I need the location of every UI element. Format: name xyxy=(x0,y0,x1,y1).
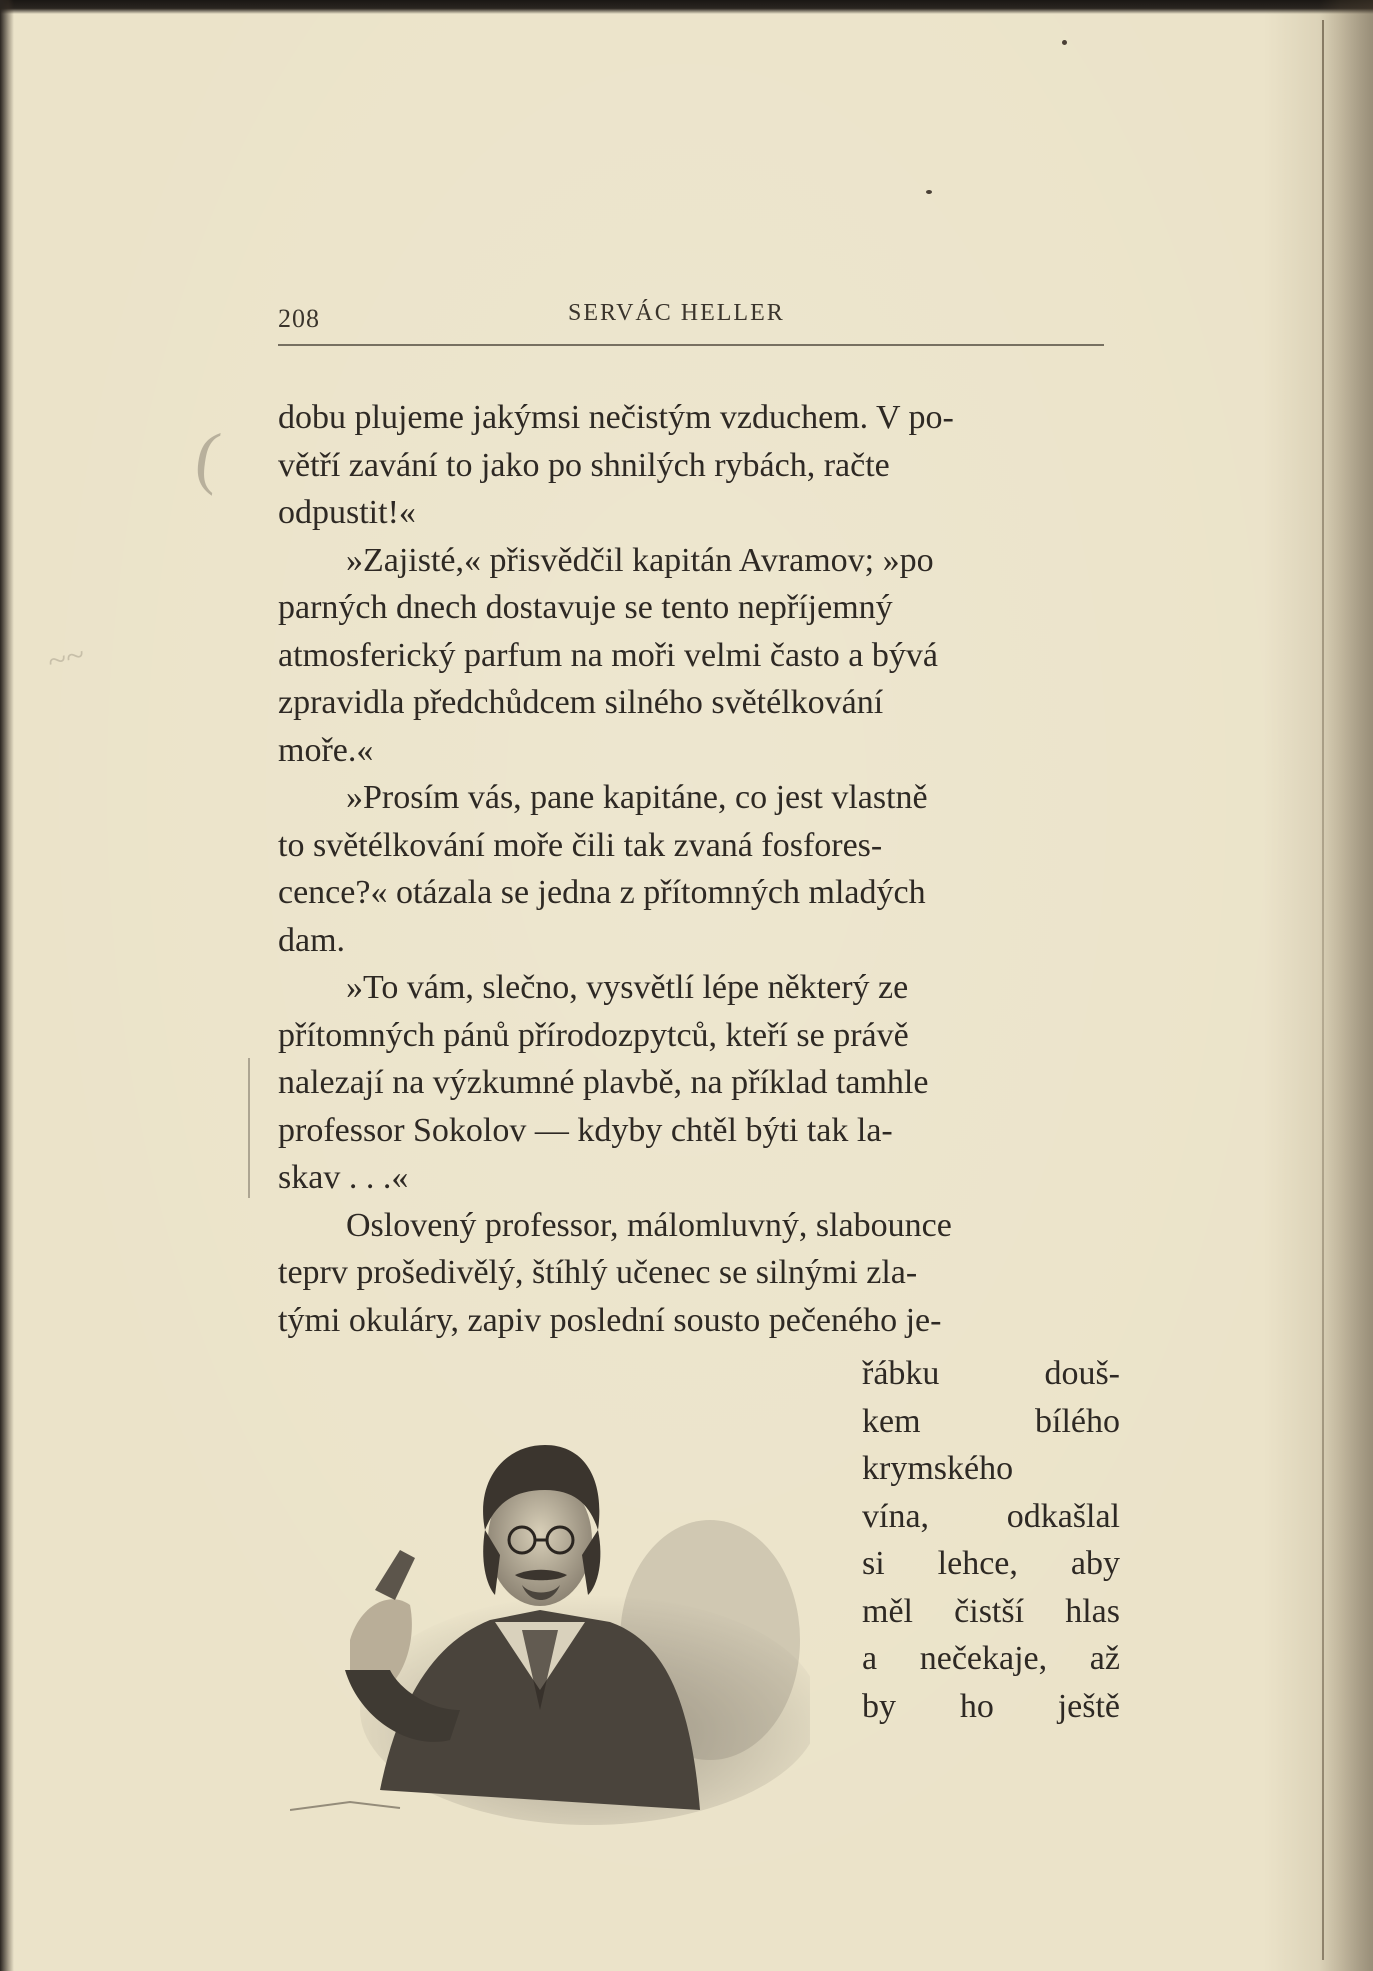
text-line: cence?« otázala se jedna z přítomných mladých xyxy=(278,874,926,911)
text-line: »Prosím vás, pane kapitáne, co jest vlastně xyxy=(346,779,928,816)
text-line: měl čistší hlas xyxy=(862,1592,1120,1630)
paragraph-continuation xyxy=(862,1350,1120,1730)
text-line: Oslovený professor, málomluvný, slabounce xyxy=(346,1206,952,1244)
text-line: professor Sokolov — kdyby chtěl býti tak la- xyxy=(278,1111,893,1149)
margin-pencil-line xyxy=(248,1058,250,1198)
text-line: skav . . .« xyxy=(278,1159,409,1196)
ink-speck xyxy=(1062,40,1067,45)
text-line: odpustit!« xyxy=(278,494,416,531)
paragraph xyxy=(278,774,1116,964)
scan-left-edge xyxy=(0,0,14,1971)
text-line: by ho ještě xyxy=(862,1687,1120,1725)
text-line: dobu plujeme jakýmsi nečistým vzduchem. V po- xyxy=(278,399,954,436)
text-line: si lehce, aby xyxy=(862,1545,1120,1582)
scan-right-edge xyxy=(1319,0,1373,1971)
body-text xyxy=(278,394,1116,1344)
ink-speck xyxy=(926,190,932,194)
paragraph xyxy=(278,1202,1116,1345)
text-line: atmosferický parfum na moři velmi často a bývá xyxy=(278,636,938,674)
text-line: moře.« xyxy=(278,731,374,769)
page-gutter-line xyxy=(1322,20,1324,1960)
text-line: tými okuláry, zapiv poslední sousto pečeného je- xyxy=(278,1301,942,1339)
scan-top-edge xyxy=(0,0,1373,14)
text-line: kem bílého xyxy=(862,1402,1120,1440)
text-line: parných dnech dostavuje se tento nepříjemný xyxy=(278,589,893,626)
wrapped-text-column xyxy=(862,1350,1120,1730)
text-line: nalezají na výzkumné plavbě, na příklad tamhle xyxy=(278,1064,929,1101)
text-line: teprv prošedivělý, štíhlý učenec se silnými zla- xyxy=(278,1254,918,1291)
text-line: dam. xyxy=(278,921,346,959)
running-title: SERVÁC HELLER xyxy=(568,300,785,326)
text-line: to světélkování moře čili tak zvaná fosfores- xyxy=(278,826,883,864)
header-rule xyxy=(278,344,1104,346)
page-number: 208 xyxy=(278,304,320,333)
text-line: krymského xyxy=(862,1450,1014,1487)
margin-bracket-mark: ( xyxy=(190,417,225,498)
text-line: »Zajisté,« přisvědčil kapitán Avramov; »po xyxy=(346,541,934,579)
text-line: zpravidla předchůdcem silného světélkování xyxy=(278,684,884,721)
paragraph xyxy=(278,537,1116,775)
paragraph xyxy=(278,394,1116,537)
margin-pencil-scribble: ~~ xyxy=(43,636,89,681)
text-line: větří zavání to jako po shnilých rybách, račte xyxy=(278,446,890,484)
paragraph xyxy=(278,964,1116,1202)
text-line: vína, odkašlal xyxy=(862,1497,1120,1535)
professor-illustration xyxy=(290,1390,810,1830)
text-line: a nečekaje, až xyxy=(862,1640,1120,1677)
text-line: přítomných pánů přírodozpytců, kteří se právě xyxy=(278,1016,909,1054)
text-line: »To vám, slečno, vysvětlí lépe některý ze xyxy=(346,969,909,1006)
text-line: řábku douš- xyxy=(862,1355,1120,1392)
page-header xyxy=(278,296,1104,344)
